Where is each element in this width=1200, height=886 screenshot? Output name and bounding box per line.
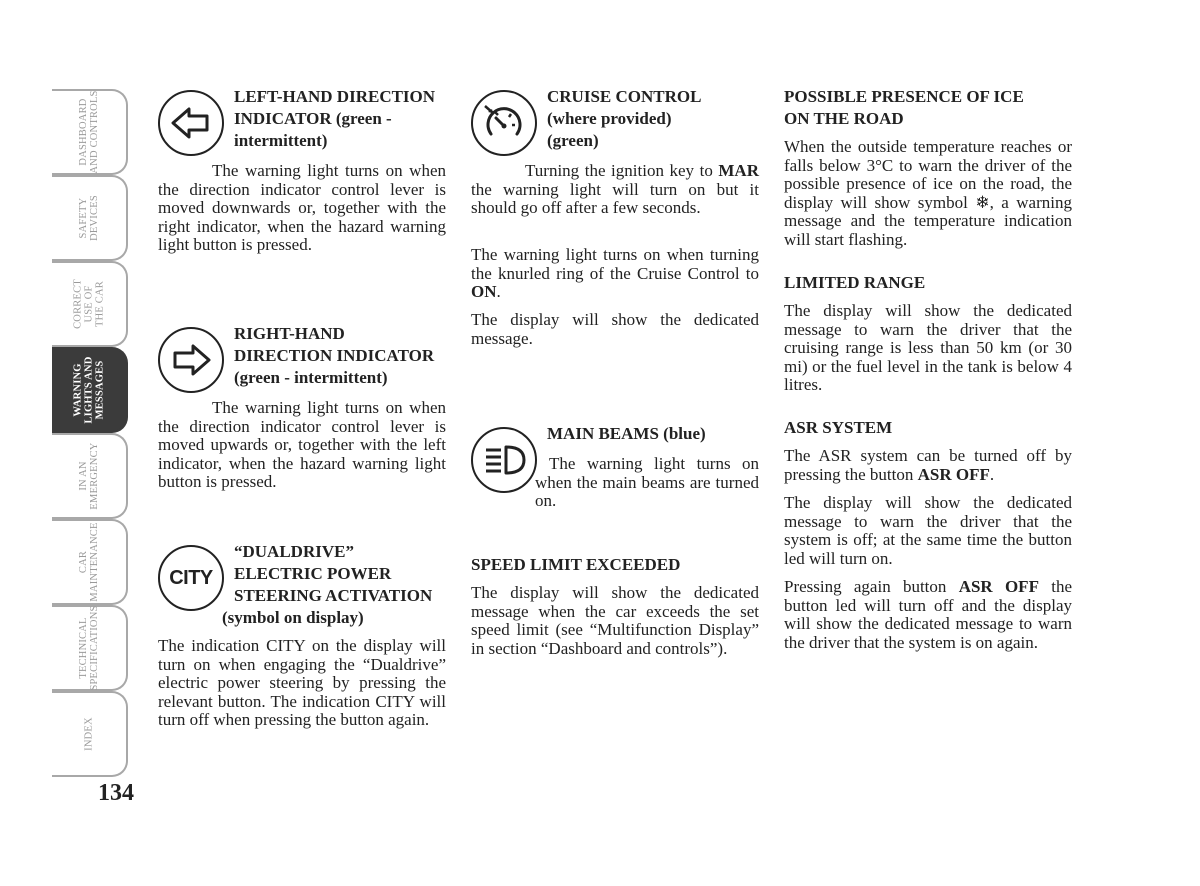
dualdrive-subheading: (symbol on display) bbox=[222, 608, 364, 627]
left-arrow-icon bbox=[158, 90, 224, 156]
tab-label: DASHBOARD AND CONTROLS bbox=[78, 90, 100, 174]
heading-line: INDICATOR (green - bbox=[234, 109, 392, 128]
limited-range-heading: LIMITED RANGE bbox=[784, 273, 926, 292]
heading-line: RIGHT-HAND bbox=[234, 324, 345, 343]
tab-safety-devices[interactable] bbox=[52, 175, 128, 261]
main-beams-section bbox=[471, 423, 759, 523]
heading-line: (where provided) bbox=[547, 109, 672, 128]
asr-section bbox=[784, 417, 1072, 652]
left-indicator-heading bbox=[234, 86, 446, 152]
tab-label: WARNING LIGHTS AND MESSAGES bbox=[72, 356, 106, 424]
asr-text-2: The display will show the dedicated message to warn the driver that the system is off; at the same time the button led will turn on. bbox=[784, 493, 1072, 568]
ice-heading bbox=[784, 86, 1072, 130]
dualdrive-text: The indication CITY on the display will turn on when engaging the “Dualdrive” electric power steering by pressing the relevant button. The indication CITY will turn off when pressing the button again. bbox=[158, 636, 446, 729]
heading-line: (green - intermittent) bbox=[234, 368, 388, 387]
tab-label: CORRECT USE OF THE CAR bbox=[72, 279, 106, 329]
cruise-control-icon bbox=[471, 90, 537, 156]
cruise-control-text-3: The display will show the dedicated message. bbox=[471, 310, 759, 348]
asr-text-1: The ASR system can be turned off by pressing the button ASR OFF. bbox=[784, 446, 1072, 484]
tab-index[interactable] bbox=[52, 691, 128, 777]
speed-limit-heading: SPEED LIMIT EXCEEDED bbox=[471, 555, 681, 574]
ice-section bbox=[784, 86, 1072, 249]
heading-line: STEERING ACTIVATION bbox=[234, 586, 433, 605]
tab-label: INDEX bbox=[83, 717, 95, 751]
page-number: 134 bbox=[98, 780, 134, 806]
asr-heading: ASR SYSTEM bbox=[784, 418, 893, 437]
asr-text-3: Pressing again button ASR OFF the button led will turn off and the display will show the dedicated message to warn the driver that the system is on again. bbox=[784, 577, 1072, 652]
tab-technical-specifications[interactable] bbox=[52, 605, 128, 691]
ice-text: When the outside temperature reaches or falls below 3°C to warn the driver of the possible presence of ice on the road, the display will show symbol ❄, a warning message and the temperature indication will start flashing. bbox=[784, 137, 1072, 249]
right-indicator-heading bbox=[234, 323, 446, 389]
limited-range-text: The display will show the dedicated message to warn the driver that the cruising range is less than 50 km (or 30 mi) or the fuel level in the tank is below 4 litres. bbox=[784, 301, 1072, 394]
tab-correct-use[interactable] bbox=[52, 261, 128, 347]
limited-range-section bbox=[784, 272, 1072, 395]
main-beams-heading: MAIN BEAMS (blue) bbox=[547, 424, 706, 443]
tab-label: SAFETY DEVICES bbox=[78, 195, 100, 241]
cruise-control-heading bbox=[547, 86, 759, 152]
tab-label: IN AN EMERGENCY bbox=[78, 442, 100, 510]
heading-line: ON THE ROAD bbox=[784, 109, 904, 128]
tab-car-maintenance[interactable] bbox=[52, 519, 128, 605]
heading-line: intermittent) bbox=[234, 131, 328, 150]
city-icon bbox=[158, 545, 224, 611]
left-indicator-section bbox=[158, 86, 446, 276]
heading-line: CRUISE CONTROL bbox=[547, 87, 702, 106]
snowflake-icon: ❄ bbox=[975, 192, 990, 212]
right-indicator-text: The warning light turns on when the direction indicator control lever is moved upwards or, together with the left indicator, when the hazard warning light button is pressed. bbox=[158, 398, 446, 491]
heading-line: DIRECTION INDICATOR bbox=[234, 346, 435, 365]
dualdrive-heading bbox=[234, 541, 446, 607]
dualdrive-section bbox=[158, 541, 446, 761]
cruise-control-text-2: The warning light turns on when turning the knurled ring of the Cruise Control to ON. bbox=[471, 245, 759, 301]
tab-warning-lights[interactable] bbox=[52, 347, 128, 433]
tab-label: TECHNICAL SPECIFICATIONS bbox=[78, 605, 100, 691]
tab-dashboard-controls[interactable] bbox=[52, 89, 128, 175]
heading-line: “DUALDRIVE” bbox=[234, 542, 354, 561]
cruise-control-text-1: Turning the ignition key to MAR the warning light will turn on but it should go off after a few seconds. bbox=[471, 161, 759, 217]
cruise-control-section bbox=[471, 86, 759, 366]
tab-emergency[interactable] bbox=[52, 433, 128, 519]
right-indicator-section bbox=[158, 323, 446, 503]
heading-line: ELECTRIC POWER bbox=[234, 564, 392, 583]
speed-limit-text: The display will show the dedicated message when the car exceeds the set speed limit (see “Multifunction Display” in section “Dashboard and controls”). bbox=[471, 583, 759, 658]
heading-line: POSSIBLE PRESENCE OF ICE bbox=[784, 87, 1024, 106]
main-beams-text: The warning light turns on when the main beams are turned on. bbox=[535, 454, 759, 510]
heading-line: (green) bbox=[547, 131, 599, 150]
main-beam-icon bbox=[471, 427, 537, 493]
left-indicator-text: The warning light turns on when the direction indicator control lever is moved downwards or, together with the right indicator, when the hazard warning light button is pressed. bbox=[158, 161, 446, 254]
city-icon-label: CITY bbox=[169, 566, 213, 589]
heading-line: LEFT-HAND DIRECTION bbox=[234, 87, 436, 106]
speed-limit-section bbox=[471, 554, 759, 694]
tab-label: CAR MAINTENANCE bbox=[78, 522, 100, 602]
right-arrow-icon bbox=[158, 327, 224, 393]
